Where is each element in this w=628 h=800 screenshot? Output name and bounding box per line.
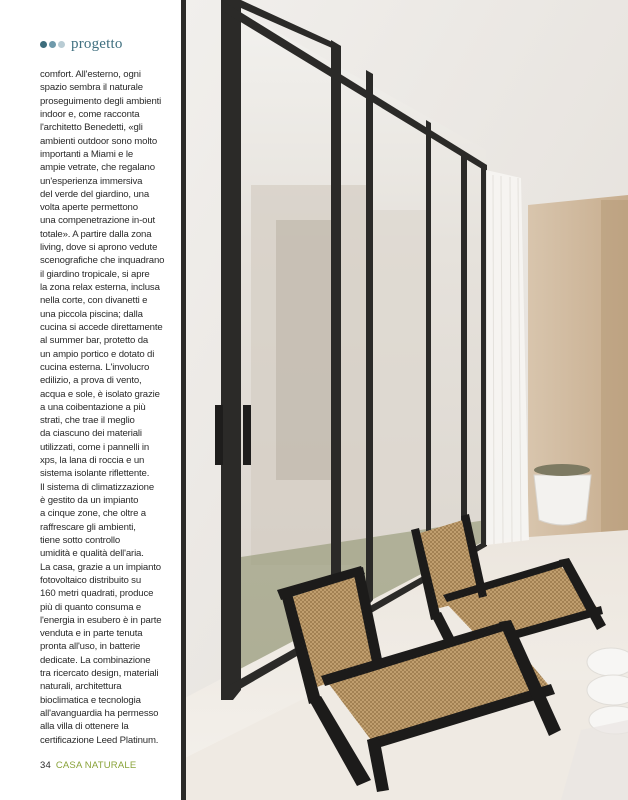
magazine-name: CASA NATURALE bbox=[55, 760, 137, 771]
bullet-dot-icon bbox=[49, 41, 56, 48]
door-handle bbox=[215, 405, 223, 465]
planter bbox=[534, 475, 591, 525]
bullet-dot-icon bbox=[58, 41, 65, 48]
side-stool bbox=[587, 648, 628, 734]
bullet-dot-icon bbox=[40, 41, 47, 48]
interior-photo bbox=[181, 0, 628, 800]
section-label: progetto bbox=[71, 35, 123, 52]
page-number: 34 bbox=[40, 760, 51, 771]
article-body: comfort. All'esterno, ogni spazio sembra il naturale proseguimento degli ambienti indoor e, come racconta l'architetto Benedetti, «gli ambienti outdoor sono molto importanti a Miami e le ampie vetrate, che regalano un'esperienza immersiva del verde del giardino, una volta aperte permettono una compenetrazione in-out totale». A partire dalla zona living, dove si aprono vedute scenografiche che inquadrano il giardino tropicale, si apre la zona relax esterna, inclusa nella corte, con divanetti e una piccola piscina; dalla cucina si accede direttamente al summer bar, protetto da un ampio portico e dotato di cucina esterna. L'involucro edilizio, a prova di vento, acqua e sole, è isolato grazie a una coibentazione a più strati, che trae il meglio da ciascuno dei materiali utilizzati, come i pannelli in xps, la lana di roccia e un sistema isolante riflettente. Il sistema di climatizzazione è gestito da un impianto a cinque zone, che oltre a raffrescare gli ambienti, tiene sotto controllo umidità e qualità dell'aria. La casa, grazie a un impianto fotovoltaico distribuito su 160 metri quadrati, produce più di quanto consuma e l'energia in esubero è in parte venduta e in parte tenuta pronta all'uso, in batterie dedicate. La combinazione tra ricercato design, materiali naturali, architettura bioclimatica e tecnologia all'avanguardia ha permesso alla villa di ottenere la certificazione Leed Platinum. bbox=[40, 69, 165, 746]
text-column bbox=[0, 0, 181, 800]
page-folio bbox=[40, 760, 136, 771]
section-header bbox=[40, 34, 123, 54]
